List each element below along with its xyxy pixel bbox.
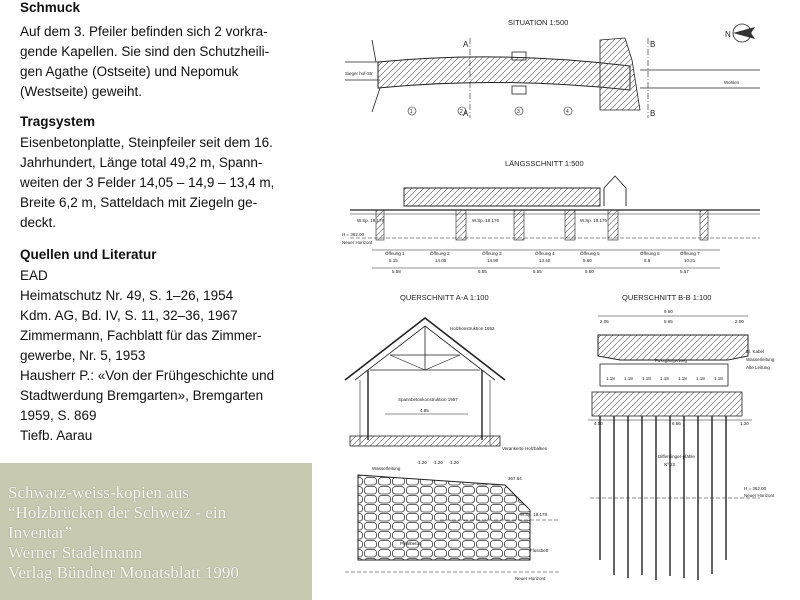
pier-cap bbox=[592, 392, 742, 416]
deck-slab bbox=[350, 436, 500, 446]
pier-number: 4 bbox=[566, 109, 569, 115]
text-line: gen Agathe (Ostseite) und Nepomuk bbox=[20, 64, 239, 79]
overall-dim: 9.60 bbox=[664, 309, 673, 314]
left-dim: 2.05 bbox=[600, 319, 609, 324]
width-b: 6.66 bbox=[672, 421, 681, 426]
text-line: gewerbe, Nr. 5, 1953 bbox=[20, 348, 146, 363]
span-label: Öffnung 1 bbox=[385, 251, 405, 256]
span-dim: 14.05 bbox=[435, 258, 447, 263]
span-label: Öffnung 7 bbox=[680, 251, 700, 256]
caption-line: Schwarz-weiss-kopien aus bbox=[8, 483, 189, 502]
span-label: Öffnung 6 bbox=[640, 251, 660, 256]
span-dim: 5.15 bbox=[389, 258, 398, 263]
cross-section-aa bbox=[345, 293, 560, 581]
heading-quellen: Quellen und Literatur bbox=[20, 247, 157, 262]
bank-structure bbox=[600, 38, 640, 110]
pier-number: 2 bbox=[460, 109, 463, 115]
heading-schmuck: Schmuck bbox=[20, 0, 81, 15]
span-dim: 8.6 bbox=[644, 258, 651, 263]
section-a-top: A bbox=[463, 40, 469, 49]
cable-label: El. Kabel bbox=[746, 349, 765, 354]
deck-section bbox=[598, 335, 748, 360]
section-b-top: B bbox=[650, 40, 656, 49]
water-pipe-label: Wasserleitung bbox=[372, 466, 401, 471]
beam-dim: 1.18 bbox=[660, 376, 669, 381]
pier-number: 3 bbox=[517, 109, 520, 115]
pier bbox=[608, 210, 618, 240]
north-label: N bbox=[725, 30, 731, 39]
text-line: Kdm. AG, Bd. IV, S. 11, 32–36, 1967 bbox=[20, 308, 238, 323]
pier bbox=[565, 210, 575, 240]
span-dim: 14.90 bbox=[487, 258, 499, 263]
pile-text-1: Differdinger-pfähle bbox=[658, 454, 695, 459]
text-line: Stadtwerdung Bremgarten», Bremgarten bbox=[20, 388, 264, 403]
datum-bb: H = 362.00 bbox=[744, 486, 767, 491]
width-label: 4.85 bbox=[420, 408, 429, 413]
width-c: 1.20 bbox=[740, 421, 749, 426]
bottom-dim: 5.60 bbox=[585, 269, 594, 274]
span-label: Öffnung 2 bbox=[430, 251, 450, 256]
text-line: Zimmermann, Fachblatt für das Zimmer- bbox=[20, 328, 262, 343]
datum: H = 362.00 bbox=[342, 232, 365, 237]
text-line: Eisenbetonplatte, Steinpfeiler seit dem 16. bbox=[20, 135, 273, 150]
heading-tragsystem: Tragsystem bbox=[20, 114, 96, 129]
horizon-bb: Neuer Horizont bbox=[744, 493, 775, 498]
masonry-pier bbox=[358, 475, 530, 560]
span-label: Öffnung 3 bbox=[482, 251, 502, 256]
caption-line: Werner Stadelmann bbox=[8, 543, 143, 562]
text-line: gende Kapellen. Sie sind den Schutzheili- bbox=[20, 44, 270, 59]
gate-tower bbox=[604, 176, 626, 206]
caption-line: Inventar” bbox=[8, 523, 73, 542]
water-level: W.Sp. 18.176 bbox=[472, 218, 500, 223]
inner-dim: 5.65 bbox=[664, 319, 673, 324]
beam-dim: 1.18 bbox=[606, 376, 615, 381]
span-label: Öffnung 5 bbox=[580, 251, 600, 256]
horizon: Neuer Horizont bbox=[342, 240, 373, 245]
text-line: Breite 6,2 m, Satteldach mit Ziegeln ge- bbox=[20, 195, 258, 210]
dim-label: 1.20 bbox=[418, 460, 427, 465]
text-line: Heimatschutz Nr. 49, S. 1–26, 1954 bbox=[20, 288, 234, 303]
longitudinal-title: LÄNGSSCHNITT 1:500 bbox=[505, 159, 584, 168]
width-a: 4.50 bbox=[594, 421, 603, 426]
wood-beams-label: Verankerte Holzbalken bbox=[502, 446, 548, 451]
dim-label: 1.20 bbox=[450, 460, 459, 465]
right-dim: 2.00 bbox=[735, 319, 744, 324]
text-line: deckt. bbox=[20, 215, 57, 230]
roof-construction-label: Holzkonstruktion 1652 bbox=[450, 326, 495, 331]
water-level-aa: W.Sp. 18.178 bbox=[520, 512, 548, 517]
concrete-label: Spannbetonkonstruktion 1957 bbox=[398, 397, 458, 402]
caption-line: “Holzbrücken der Schweiz - ein bbox=[8, 503, 227, 522]
old-pipe-label: Alte Leitung bbox=[746, 365, 770, 370]
situation-plan bbox=[345, 18, 760, 118]
pier bbox=[376, 210, 384, 240]
north-arrow-icon bbox=[725, 24, 755, 42]
pier-number: 1 bbox=[410, 109, 413, 115]
text-line: 1959, S. 869 bbox=[20, 408, 97, 423]
level-label: 367.64 bbox=[508, 476, 522, 481]
dim-label: 1.20 bbox=[434, 460, 443, 465]
cross-section-bb bbox=[588, 293, 775, 580]
pile-concrete-label: Pfahlbeton bbox=[400, 541, 422, 546]
span-dim: 13.40 bbox=[539, 258, 551, 263]
chapel-west bbox=[512, 86, 526, 94]
beam-dim: 1.18 bbox=[642, 376, 651, 381]
span-dim: 10.21 bbox=[684, 258, 696, 263]
section-a-bottom: A bbox=[463, 109, 469, 118]
text-line: weiten der 3 Felder 14,05 – 14,9 – 13,4 m, bbox=[20, 175, 275, 190]
text-line: (Westseite) geweiht. bbox=[20, 84, 143, 99]
horizon-aa: Neuer Horizont bbox=[515, 576, 546, 581]
pier-markers bbox=[408, 107, 572, 115]
pier bbox=[700, 210, 708, 240]
section-aa-title: QUERSCHNITT A-A 1:100 bbox=[400, 293, 489, 302]
text-line: Hausherr P.: «Von der Frühgeschichte und bbox=[20, 368, 275, 383]
text-line: Tiefb. Aarau bbox=[20, 428, 93, 443]
beam-dim: 1.18 bbox=[714, 376, 723, 381]
section-b-bottom: B bbox=[650, 109, 656, 118]
pier bbox=[514, 210, 524, 240]
text-line: Auf dem 3. Pfeiler befinden sich 2 vorkra- bbox=[20, 24, 268, 39]
right-road bbox=[640, 70, 760, 88]
water-level: W.Sp. 18.178 bbox=[357, 218, 385, 223]
bridge-house bbox=[404, 188, 600, 206]
beam-dim: 1.18 bbox=[678, 376, 687, 381]
beam-dim: 1.18 bbox=[696, 376, 705, 381]
bottom-dim: 5.57 bbox=[680, 269, 689, 274]
text-line: EAD bbox=[20, 268, 48, 283]
right-road-label: Wohlen bbox=[724, 80, 740, 85]
river-bed-label: Flussbett bbox=[530, 548, 549, 553]
situation-title: SITUATION 1:500 bbox=[508, 18, 569, 27]
bottom-dim: 5.58 bbox=[392, 269, 401, 274]
water-pipe-bb: Wasserleitung bbox=[746, 357, 775, 362]
longitudinal-section bbox=[342, 159, 760, 274]
bottom-dim: 5.55 bbox=[478, 269, 487, 274]
bridge-deck-plan bbox=[378, 57, 630, 90]
left-road-label: Sieger hof-Str bbox=[345, 71, 373, 76]
caption-line: Verlag Bündner Monatsblatt 1990 bbox=[8, 563, 239, 582]
bottom-dim: 5.55 bbox=[533, 269, 542, 274]
beam-row bbox=[600, 364, 728, 386]
walkway-label: Fussgängerweg bbox=[655, 358, 688, 363]
span-label: Öffnung 4 bbox=[535, 251, 555, 256]
water-level: W.Sp. 18.176 bbox=[580, 218, 608, 223]
text-line: Jahrhundert, Länge total 49,2 m, Spann- bbox=[20, 155, 263, 170]
span-dim: 5.60 bbox=[583, 258, 592, 263]
pier bbox=[456, 210, 466, 240]
section-bb-title: QUERSCHNITT B-B 1:100 bbox=[622, 293, 712, 302]
beam-dim: 1.18 bbox=[624, 376, 633, 381]
pile-text-2: Nº 22 bbox=[664, 462, 676, 467]
